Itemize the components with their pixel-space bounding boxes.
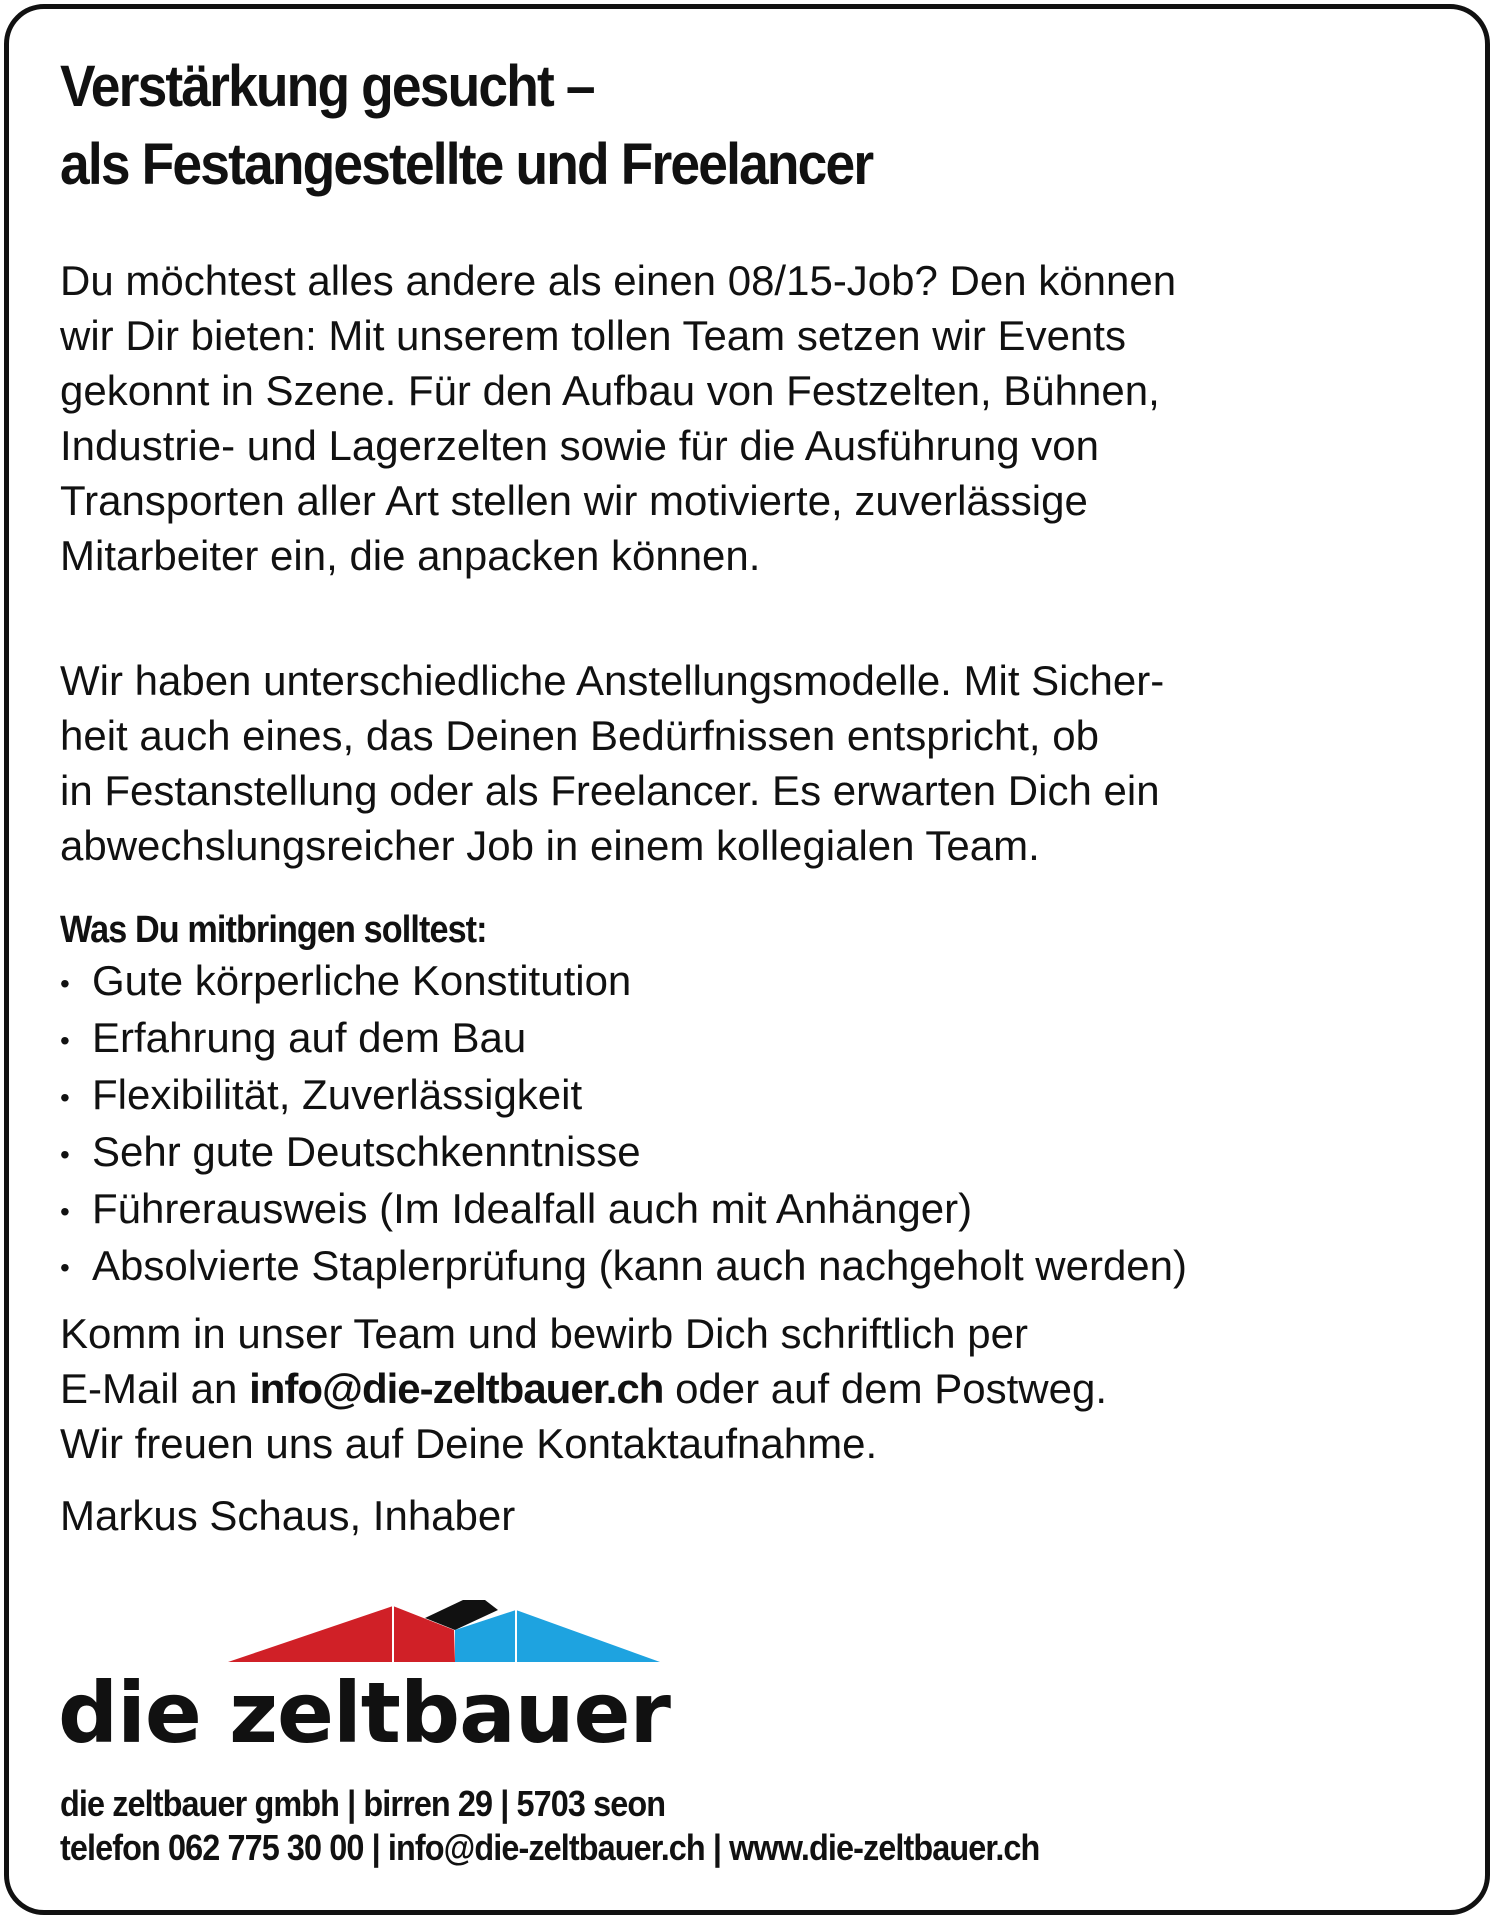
requirement-text: Führerausweis (Im Idealfall auch mit Anhänger)	[92, 1184, 973, 1232]
bullet-icon: •	[60, 1138, 70, 1170]
footer-address: die zeltbauer gmbh | birren 29 | 5703 seon	[60, 1783, 666, 1824]
bullet-icon: •	[60, 967, 70, 999]
models-line: Wir haben unterschiedliche Anstellungsmodelle. Mit Sicher-	[60, 657, 1165, 704]
application-paragraph	[60, 1306, 1107, 1471]
list-item	[60, 1239, 1187, 1296]
apply-line-1: Komm in unser Team und bewirb Dich schriftlich per	[60, 1310, 1028, 1357]
email-link[interactable]: info@die-zeltbauer.ch	[249, 1365, 664, 1412]
headline-line-1: Verstärkung gesucht –	[60, 54, 594, 119]
signature: Markus Schaus, Inhaber	[60, 1492, 516, 1539]
models-line: heit auch eines, das Deinen Bedürfnissen entspricht, ob	[60, 712, 1099, 759]
apply-line-2-suffix: oder auf dem Postweg.	[663, 1365, 1107, 1412]
intro-line: Mitarbeiter ein, die anpacken können.	[60, 532, 761, 579]
models-line: in Festanstellung oder als Freelancer. Es erwarten Dich ein	[60, 767, 1160, 814]
list-item	[60, 954, 1187, 1011]
intro-line: gekonnt in Szene. Für den Aufbau von Festzelten, Bühnen,	[60, 367, 1160, 414]
list-item	[60, 1011, 1187, 1068]
headline	[60, 48, 1348, 204]
requirement-text: Sehr gute Deutschkenntnisse	[92, 1127, 641, 1175]
employment-models-paragraph	[60, 653, 1164, 873]
logo-blue-roof	[455, 1610, 660, 1662]
intro-line: Du möchtest alles andere als einen 08/15-Job? Den können	[60, 257, 1177, 304]
list-item	[60, 1125, 1187, 1182]
company-logo-wordmark: die zeltbauer	[58, 1664, 670, 1762]
logo-red-roof	[228, 1606, 455, 1662]
requirement-text: Absolvierte Staplerprüfung (kann auch nachgeholt werden)	[92, 1241, 1188, 1289]
models-line: abwechslungsreicher Job in einem kollegialen Team.	[60, 822, 1040, 869]
apply-line-3: Wir freuen uns auf Deine Kontaktaufnahme.	[60, 1420, 878, 1467]
requirement-text: Erfahrung auf dem Bau	[92, 1013, 527, 1061]
footer-contact: telefon 062 775 30 00 | info@die-zeltbauer.ch | www.die-zeltbauer.ch	[60, 1827, 1040, 1868]
bullet-icon: •	[60, 1252, 70, 1284]
bullet-icon: •	[60, 1081, 70, 1113]
requirement-text: Gute körperliche Konstitution	[92, 957, 632, 1004]
requirement-text: Flexibilität, Zuverlässigkeit	[92, 1070, 583, 1118]
apply-line-2-prefix: E-Mail an	[60, 1365, 250, 1412]
bullet-icon: •	[60, 1195, 70, 1227]
job-ad	[60, 48, 1460, 1539]
intro-line: Industrie- und Lagerzelten sowie für die Ausführung von	[60, 422, 1099, 469]
bullet-icon: •	[60, 1024, 70, 1056]
intro-paragraph	[60, 253, 1176, 583]
list-item	[60, 1068, 1187, 1125]
headline-line-2: als Festangestellte und Freelancer	[60, 132, 873, 197]
list-item	[60, 1182, 1187, 1239]
tent-roof-logo-icon	[228, 1600, 660, 1664]
intro-line: Transporten aller Art stellen wir motivierte, zuverlässige	[60, 477, 1088, 524]
requirements-heading: Was Du mitbringen solltest:	[60, 909, 487, 951]
requirements-list	[60, 954, 1187, 1295]
intro-line: wir Dir bieten: Mit unserem tollen Team setzen wir Events	[60, 312, 1126, 359]
